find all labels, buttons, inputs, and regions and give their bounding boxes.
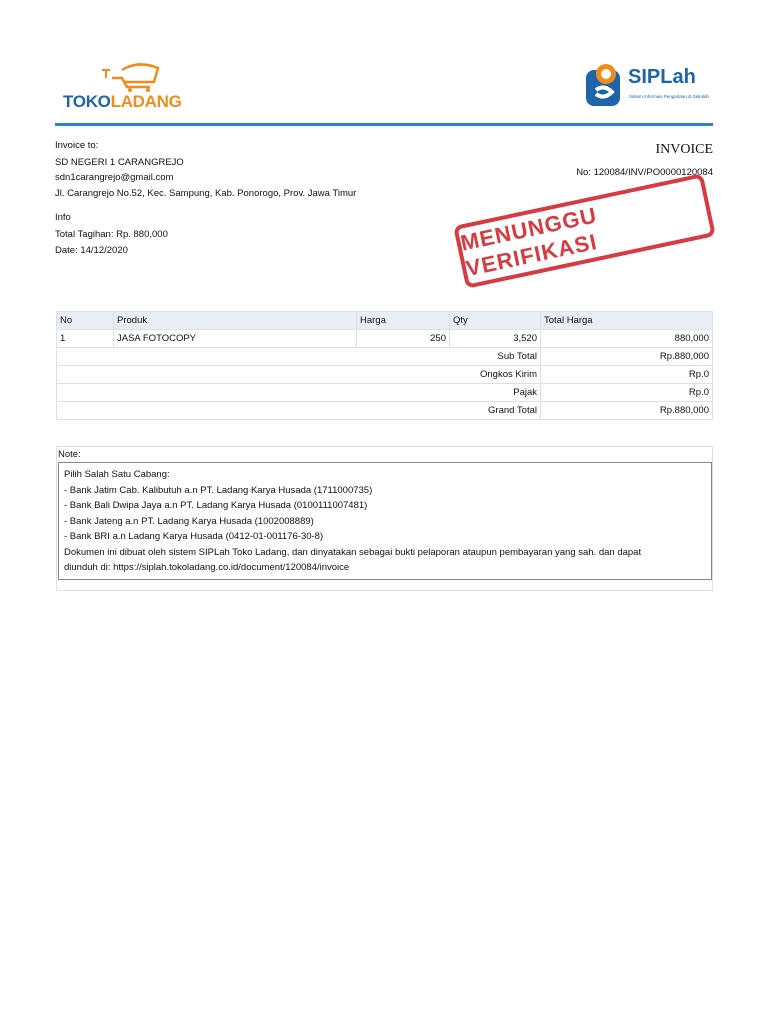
summary-value: Rp.0 <box>541 384 713 402</box>
summary-row <box>57 402 713 420</box>
siplah-tagline: Sistem Informasi Pengadaan di Sekolah <box>629 94 710 99</box>
siplah-name: SIPLah <box>628 66 696 88</box>
brand-left-text: TOKO <box>63 92 111 111</box>
siplah-logo <box>584 64 714 114</box>
brand-right-text: LADANG <box>110 92 182 111</box>
invoice-to-label: Invoice to: <box>55 140 99 151</box>
customer-name: SD NEGERI 1 CARANGREJO <box>55 157 184 168</box>
row-product: JASA FOTOCOPY <box>114 330 357 348</box>
invoice-title: INVOICE <box>655 142 713 157</box>
tokoladang-logo <box>60 56 190 116</box>
summary-label: Grand Total <box>57 402 541 420</box>
note-content <box>58 462 712 580</box>
row-total: 880,000 <box>541 330 713 348</box>
summary-value: Rp.880,000 <box>541 348 713 366</box>
info-label: Info <box>55 212 71 223</box>
stamp-text: MENUNGGU VERIFIKASI <box>458 202 600 282</box>
summary-value: Rp.0 <box>541 366 713 384</box>
note-line: diunduh di: https://siplah.tokoladang.co.id/document/120084/invoice <box>64 562 350 573</box>
total-tagihan: Total Tagihan: Rp. 880,000 <box>55 229 168 240</box>
header-product: Produk <box>114 312 357 330</box>
note-line: Dokumen ini dibuat oleh sistem SIPLah Toko Ladang, dan dinyatakan sebagai bukti pelaporan ataupun pembayaran yang sah. dan dapat <box>64 546 642 558</box>
customer-email: sdn1carangrejo@gmail.com <box>55 172 174 183</box>
note-line: - Bank BRI a.n Ladang Karya Husada (0412-01-001176-30-8) <box>64 531 324 542</box>
note-line: - Bank Jatim Cab. Kalibutuh a.n PT. Ladang Karya Husada (1711000735) <box>64 484 373 496</box>
invoice-number: No: 120084/INV/PO0000120084 <box>576 167 713 178</box>
summary-value: Rp.880,000 <box>541 402 713 420</box>
siplah-s-icon <box>584 64 624 110</box>
verification-stamp <box>453 173 716 289</box>
note-label: Note: <box>58 449 81 460</box>
row-qty: 3,520 <box>450 330 541 348</box>
note-line: - Bank Bali Dwipa Jaya a.n PT. Ladang Karya Husada (0100111007481) <box>64 500 368 511</box>
header-no: No <box>57 312 114 330</box>
header-price: Harga <box>357 312 450 330</box>
header-qty: Qty <box>450 312 541 330</box>
cart-icon <box>100 56 180 92</box>
row-no: 1 <box>57 330 114 348</box>
table-row <box>57 330 713 348</box>
note-line: Pilih Salah Satu Cabang: <box>64 469 170 480</box>
customer-address: Jl. Carangrejo No.52, Kec. Sampung, Kab. Ponorogo, Prov. Jawa Timur <box>55 188 357 199</box>
summary-label: Pajak <box>57 384 541 402</box>
invoice-date: Date: 14/12/2020 <box>55 245 128 256</box>
header-divider <box>55 123 713 126</box>
note-line: - Bank Jateng a.n PT. Ladang Karya Husada (1002008889) <box>64 515 314 527</box>
items-table <box>56 311 713 420</box>
summary-row <box>57 384 713 402</box>
table-header-row <box>57 312 713 330</box>
summary-label: Sub Total <box>57 348 541 366</box>
header-total: Total Harga <box>541 312 713 330</box>
row-price: 250 <box>357 330 450 348</box>
summary-label: Ongkos Kirim <box>57 366 541 384</box>
summary-row <box>57 348 713 366</box>
summary-row <box>57 366 713 384</box>
